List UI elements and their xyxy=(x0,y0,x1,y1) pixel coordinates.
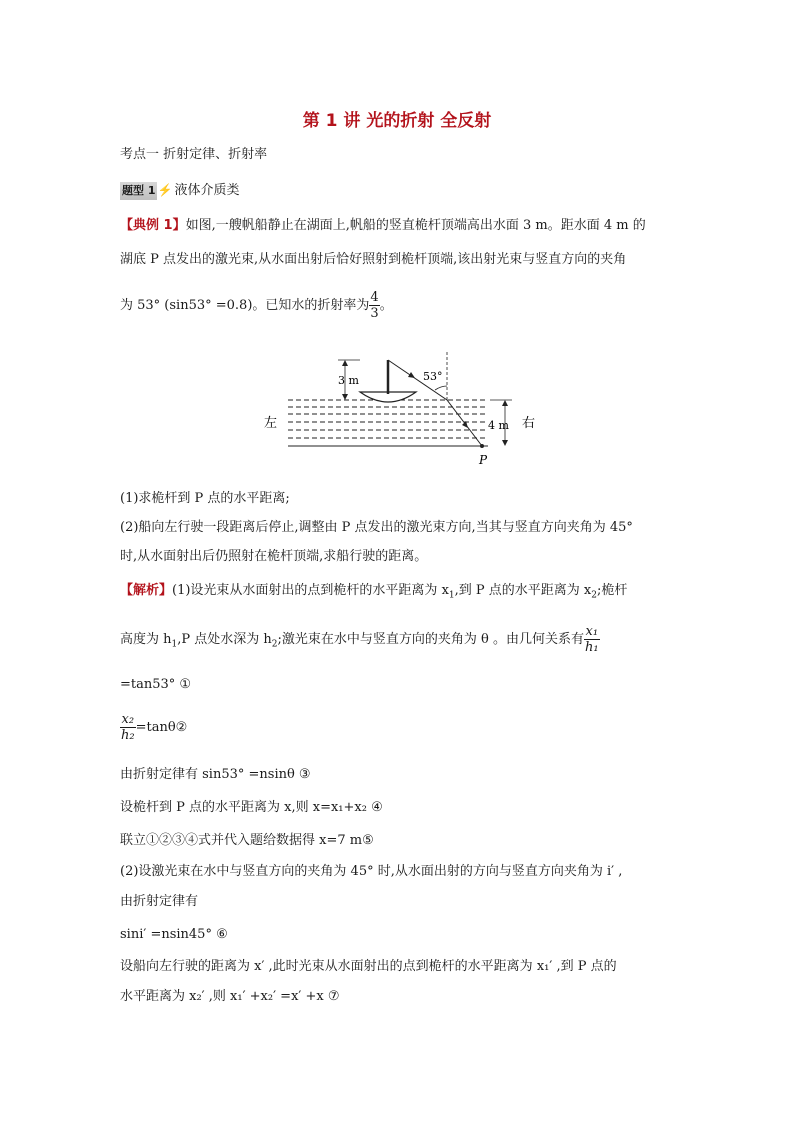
equation-4: 设桅杆到 P 点的水平距离为 x,则 x=x₁+x₂ ④ xyxy=(120,800,383,815)
analysis-part2-line-2: 由折射定律有 xyxy=(120,894,199,909)
equation-5: 联立①②③④式并代入题给数据得 x=7 m⑤ xyxy=(120,833,374,848)
question-1: (1)求桅杆到 P 点的水平距离; xyxy=(120,491,290,506)
point-p xyxy=(480,444,484,448)
equation-3: 由折射定律有 sin53° =nsinθ ③ xyxy=(120,767,311,782)
analysis-part2-line-1: (2)设激光束在水中与竖直方向的夹角为 45° 时,从水面出射的方向与竖直方向夹角为 i′ , xyxy=(120,864,623,879)
height-label-3m: 3 m xyxy=(338,374,359,387)
equation-1: =tan53° ① xyxy=(120,677,192,692)
page-title: 第 1 讲 光的折射 全反射 xyxy=(302,111,492,131)
boat-refraction-diagram xyxy=(250,350,550,470)
analysis-part3-line-1: 设船向左行驶的距离为 x′ ,此时光束从水面射出的点到桅杆的水平距离为 x₁′ ,到 P 点的 xyxy=(120,959,617,974)
fraction-x1-h1: $\frac{\text{x₁}}{\text{h₁}}$ xyxy=(585,624,599,655)
example-line-2: 湖底 P 点发出的激光束,从水面出射后恰好照射到桅杆顶端,该出射光束与竖直方向的夹角 xyxy=(120,252,627,267)
question-2a: (2)船向左行驶一段距离后停止,调整由 P 点发出的激光束方向,当其与竖直方向夹角为 45° xyxy=(120,520,633,535)
right-label: 右 xyxy=(522,416,536,431)
example-line-1 xyxy=(120,217,646,235)
question-type-label: 液体介质类 xyxy=(174,183,240,198)
example-line-3: 为 53° (sin53° =0.8)。已知水的折射率为 $\frac{4}{3}$ 。 xyxy=(120,290,393,321)
equation-2: $\frac{\text{x₂}}{\text{h₂}}$ =tanθ② xyxy=(121,712,188,743)
fraction-4-3: $\frac{4}{3}$ xyxy=(370,290,379,321)
question-type xyxy=(120,181,239,200)
equation-6: sini′ =nsin45° ⑥ xyxy=(120,927,228,942)
question-2b: 时,从水面射出后仍照射在桅杆顶端,求船行驶的距离。 xyxy=(120,549,428,564)
fraction-x2-h2: $\frac{\text{x₂}}{\text{h₂}}$ xyxy=(121,712,135,743)
example-text-1: 如图,一艘帆船静止在湖面上,帆船的竖直桅杆顶端高出水面 3 m。距水面 4 m 的 xyxy=(185,218,646,233)
analysis-line-1: 【解析】(1)设光束从水面射出的点到桅杆的水平距离为 $x_1$,到 P 点的水平距离为 $x_2$;桅杆 xyxy=(120,583,628,601)
example-text-3: 为 53° (sin53° =0.8)。已知水的折射率为 xyxy=(120,298,370,313)
analysis-tag: 【解析】 xyxy=(120,583,173,598)
question-type-tag: 题型 1 xyxy=(120,182,157,200)
section-heading: 考点一 折射定律、折射率 xyxy=(120,147,268,162)
analysis-line-2: 高度为 $h_1,P$ 点处水深为 $h_2$;激光束在水中与竖直方向的夹角为 θ 。由几何关系有 $\frac{\text{x₁}}{\text{h₁}}$ xyxy=(120,624,599,655)
depth-label-4m: 4 m xyxy=(488,419,509,432)
analysis-part3-line-2: 水平距离为 x₂′ ,则 x₁′ +x₂′ =x′ +x ⑦ xyxy=(120,989,340,1004)
example-tag: 【典例 1】 xyxy=(120,218,186,233)
lightning-icon: ⚡ xyxy=(157,183,173,197)
left-label: 左 xyxy=(264,416,278,431)
angle-label: 53° xyxy=(423,370,443,383)
point-p-label: P xyxy=(479,453,488,467)
